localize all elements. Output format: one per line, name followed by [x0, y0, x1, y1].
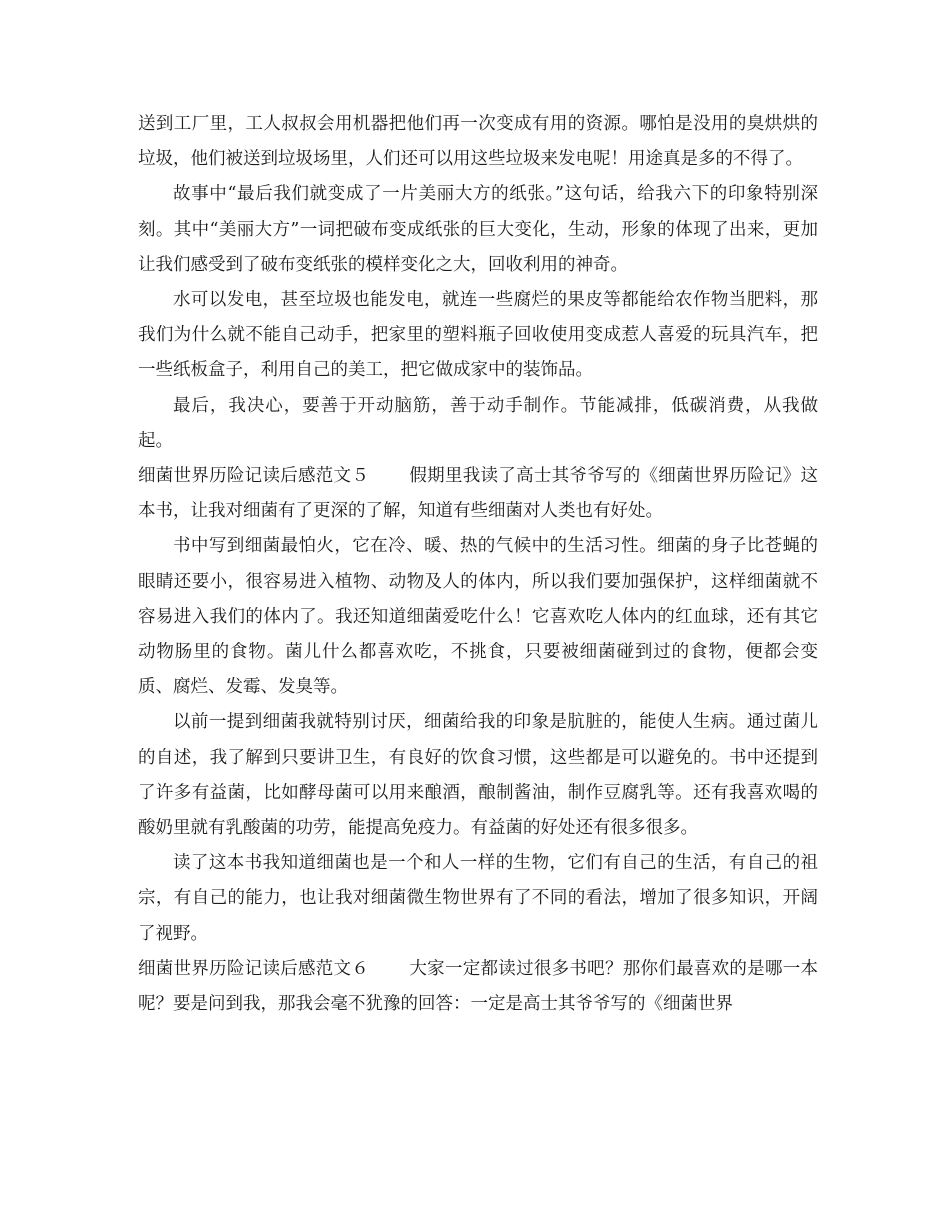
paragraph: 最后，我决心，要善于开动脑筋，善于动手制作。节能减排，低碳消费，从我做起。 [138, 395, 818, 451]
paragraph-text: 假期里我读了高士其爷爷写的《细菌世界历险记》这本书，让我对细菌有了更深的了解，知道有些细菌对人类也有好处。 [138, 466, 819, 522]
paragraph: 书中写到细菌最怕火，它在冷、暖、热的气候中的生活习性。细菌的身子比苍蝇的眼睛还要小，很容易进入植物、动物及人的体内，所以我们要加强保护，这样细菌就不容易进入我们的体内了。我还知道细菌爱吃什么！它喜欢吃人体内的红血球，还有其它动物肠里的食物。菌儿什么都喜欢吃，不挑食，只要被细菌碰到过的食物，便都会变质、腐烂、发霉、发臭等。 [138, 536, 818, 698]
paragraph: 故事中“最后我们就变成了一片美丽大方的纸张。”这句话，给我六下的印象特别深刻。其中“美丽大方”一词把破布变成纸张的巨大变化，生动，形象的体现了出来，更加让我们感受到了破布变纸张的模样变化之大，回收利用的神奇。 [138, 184, 818, 275]
paragraph-continuation: 送到工厂里，工人叔叔会用机器把他们再一次变成有用的资源。哪怕是没用的臭烘烘的垃圾，他们被送到垃圾场里，人们还可以用这些垃圾来发电呢！用途真是多的不得了。 [138, 114, 818, 170]
essay-heading: 细菌世界历险记读后感范文５ [138, 466, 370, 487]
essay-heading-paragraph [138, 459, 818, 529]
essay-heading-paragraph [138, 952, 818, 1022]
paragraph: 水可以发电，甚至垃圾也能发电，就连一些腐烂的果皮等都能给农作物当肥料，那我们为什么就不能自己动手，把家里的塑料瓶子回收使用变成惹人喜爱的玩具汽车，把一些纸板盒子，利用自己的美工，把它做成家中的装饰品。 [138, 290, 818, 381]
essay-heading: 细菌世界历险记读后感范文６ [138, 958, 370, 979]
paragraph-text: 大家一定都读过很多书吧？那你们最喜欢的是哪一本呢？要是问到我，那我会毫不犹豫的回答：一定是高士其爷爷写的《细菌世界 [138, 958, 819, 1015]
paragraph: 读了这本书我知道细菌也是一个和人一样的生物，它们有自己的生活，有自己的祖宗，有自己的能力，也让我对细菌微生物世界有了不同的看法，增加了很多知识，开阔了视野。 [138, 853, 818, 944]
document-body [138, 107, 818, 1022]
paragraph: 以前一提到细菌我就特别讨厌，细菌给我的印象是肮脏的，能使人生病。通过菌儿的自述，我了解到只要讲卫生，有良好的饮食习惯，这些都是可以避免的。书中还提到了许多有益菌，比如酵母菌可以用来酿酒，酿制酱油，制作豆腐乳等。还有我喜欢喝的酸奶里就有乳酸菌的功劳，能提高免疫力。有益菌的好处还有很多很多。 [138, 712, 818, 839]
